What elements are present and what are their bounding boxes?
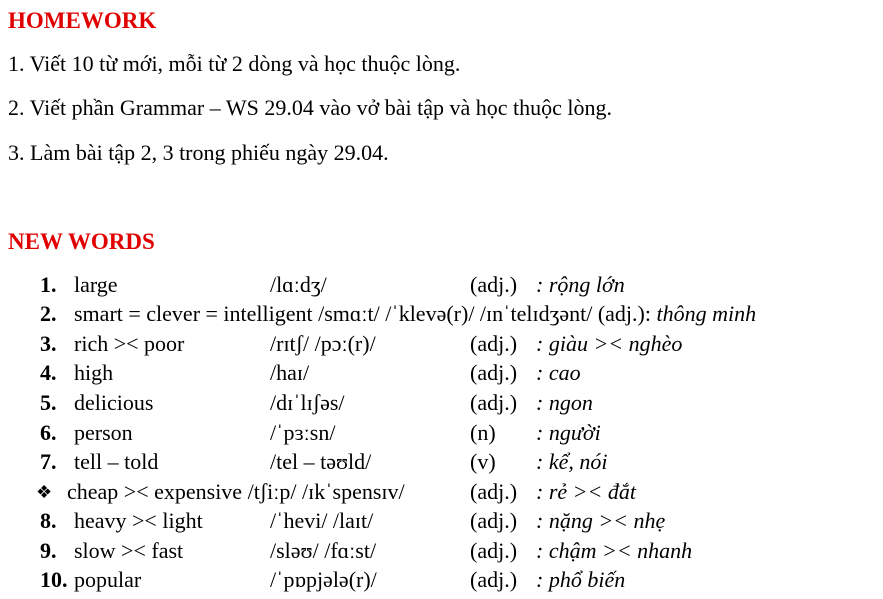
word-term: tell – told	[74, 449, 159, 474]
word-ipa: /rɪtʃ/ /pɔː(r)/	[270, 331, 376, 356]
word-number: 10.	[40, 567, 68, 592]
word-term: smart = clever = intelligent /smɑːt/ /ˈklevə(r)/ /ɪnˈtelɪdʒənt/ (adj.):	[74, 301, 657, 326]
word-term: cheap >< expensive /tʃiːp/ /ɪkˈspensɪv/	[67, 479, 405, 504]
word-row	[0, 359, 883, 387]
word-ipa: /lɑːdʒ/	[270, 272, 327, 297]
word-pos: (adj.)	[470, 360, 518, 385]
word-term: heavy >< light	[74, 508, 203, 533]
word-pos: (adj.)	[470, 508, 518, 533]
word-term: high	[74, 360, 114, 385]
word-ipa: /sləʊ/ /fɑːst/	[270, 538, 377, 563]
word-row	[0, 300, 883, 328]
word-row	[0, 448, 883, 476]
word-row	[0, 419, 883, 447]
new-words-heading: NEW WORDS	[8, 229, 155, 254]
word-meaning: : ngon	[536, 390, 593, 415]
word-number: 7.	[40, 449, 57, 474]
word-ipa: /ˈpɜːsn/	[270, 420, 336, 445]
word-row	[0, 478, 883, 506]
word-term: slow >< fast	[74, 538, 184, 563]
word-ipa: /haɪ/	[270, 360, 310, 385]
word-pos: (adj.)	[470, 390, 518, 415]
word-meaning: : cao	[536, 360, 581, 385]
word-term: delicious	[74, 390, 154, 415]
word-pos: (adj.)	[470, 479, 518, 504]
word-number: 3.	[40, 331, 57, 356]
word-term: popular	[74, 567, 142, 592]
word-meaning: : người	[536, 420, 601, 445]
word-meaning: : nặng >< nhẹ	[536, 508, 666, 533]
word-meaning: : giàu >< nghèo	[536, 331, 683, 356]
word-meaning: : rẻ >< đắt	[536, 479, 636, 504]
word-pos: (adj.)	[470, 567, 518, 592]
word-number: 2.	[40, 301, 57, 326]
word-pos: (n)	[470, 420, 496, 445]
word-number: 5.	[40, 390, 57, 415]
homework-item-1: 1. Viết 10 từ mới, mỗi từ 2 dòng và học thuộc lòng.	[8, 51, 461, 76]
word-row	[0, 271, 883, 299]
word-term: rich >< poor	[74, 331, 185, 356]
word-meaning: thông minh	[656, 301, 757, 326]
word-row	[0, 566, 883, 594]
diamond-bullet-icon: ❖	[36, 482, 53, 502]
word-meaning: : chậm >< nhanh	[536, 538, 693, 563]
word-pos: (v)	[470, 449, 496, 474]
word-ipa: /tel – təʊld/	[270, 449, 372, 474]
word-pos: (adj.)	[470, 272, 518, 297]
word-number: 1.	[40, 272, 57, 297]
word-term: large	[74, 272, 118, 297]
word-meaning: : phổ biến	[536, 567, 626, 592]
word-row	[0, 389, 883, 417]
word-number: 9.	[40, 538, 57, 563]
word-number: 4.	[40, 360, 57, 385]
word-meaning: : kể, nói	[536, 449, 608, 474]
word-row	[0, 330, 883, 358]
homework-heading: HOMEWORK	[8, 8, 157, 33]
word-ipa: /dɪˈlɪʃəs/	[270, 390, 345, 415]
word-entry-line	[74, 300, 756, 328]
word-row	[0, 507, 883, 535]
word-pos: (adj.)	[470, 538, 518, 563]
homework-item-3: 3. Làm bài tập 2, 3 trong phiếu ngày 29.04.	[8, 140, 389, 165]
homework-item-2: 2. Viết phần Grammar – WS 29.04 vào vở bài tập và học thuộc lòng.	[8, 95, 612, 120]
word-pos: (adj.)	[470, 331, 518, 356]
word-number: 6.	[40, 420, 57, 445]
word-meaning: : rộng lớn	[536, 272, 625, 297]
word-term: person	[74, 420, 133, 445]
word-ipa: /ˈpɒpjələ(r)/	[270, 567, 377, 592]
word-number: 8.	[40, 508, 57, 533]
word-row	[0, 537, 883, 565]
word-ipa: /ˈhevi/ /laɪt/	[270, 508, 374, 533]
